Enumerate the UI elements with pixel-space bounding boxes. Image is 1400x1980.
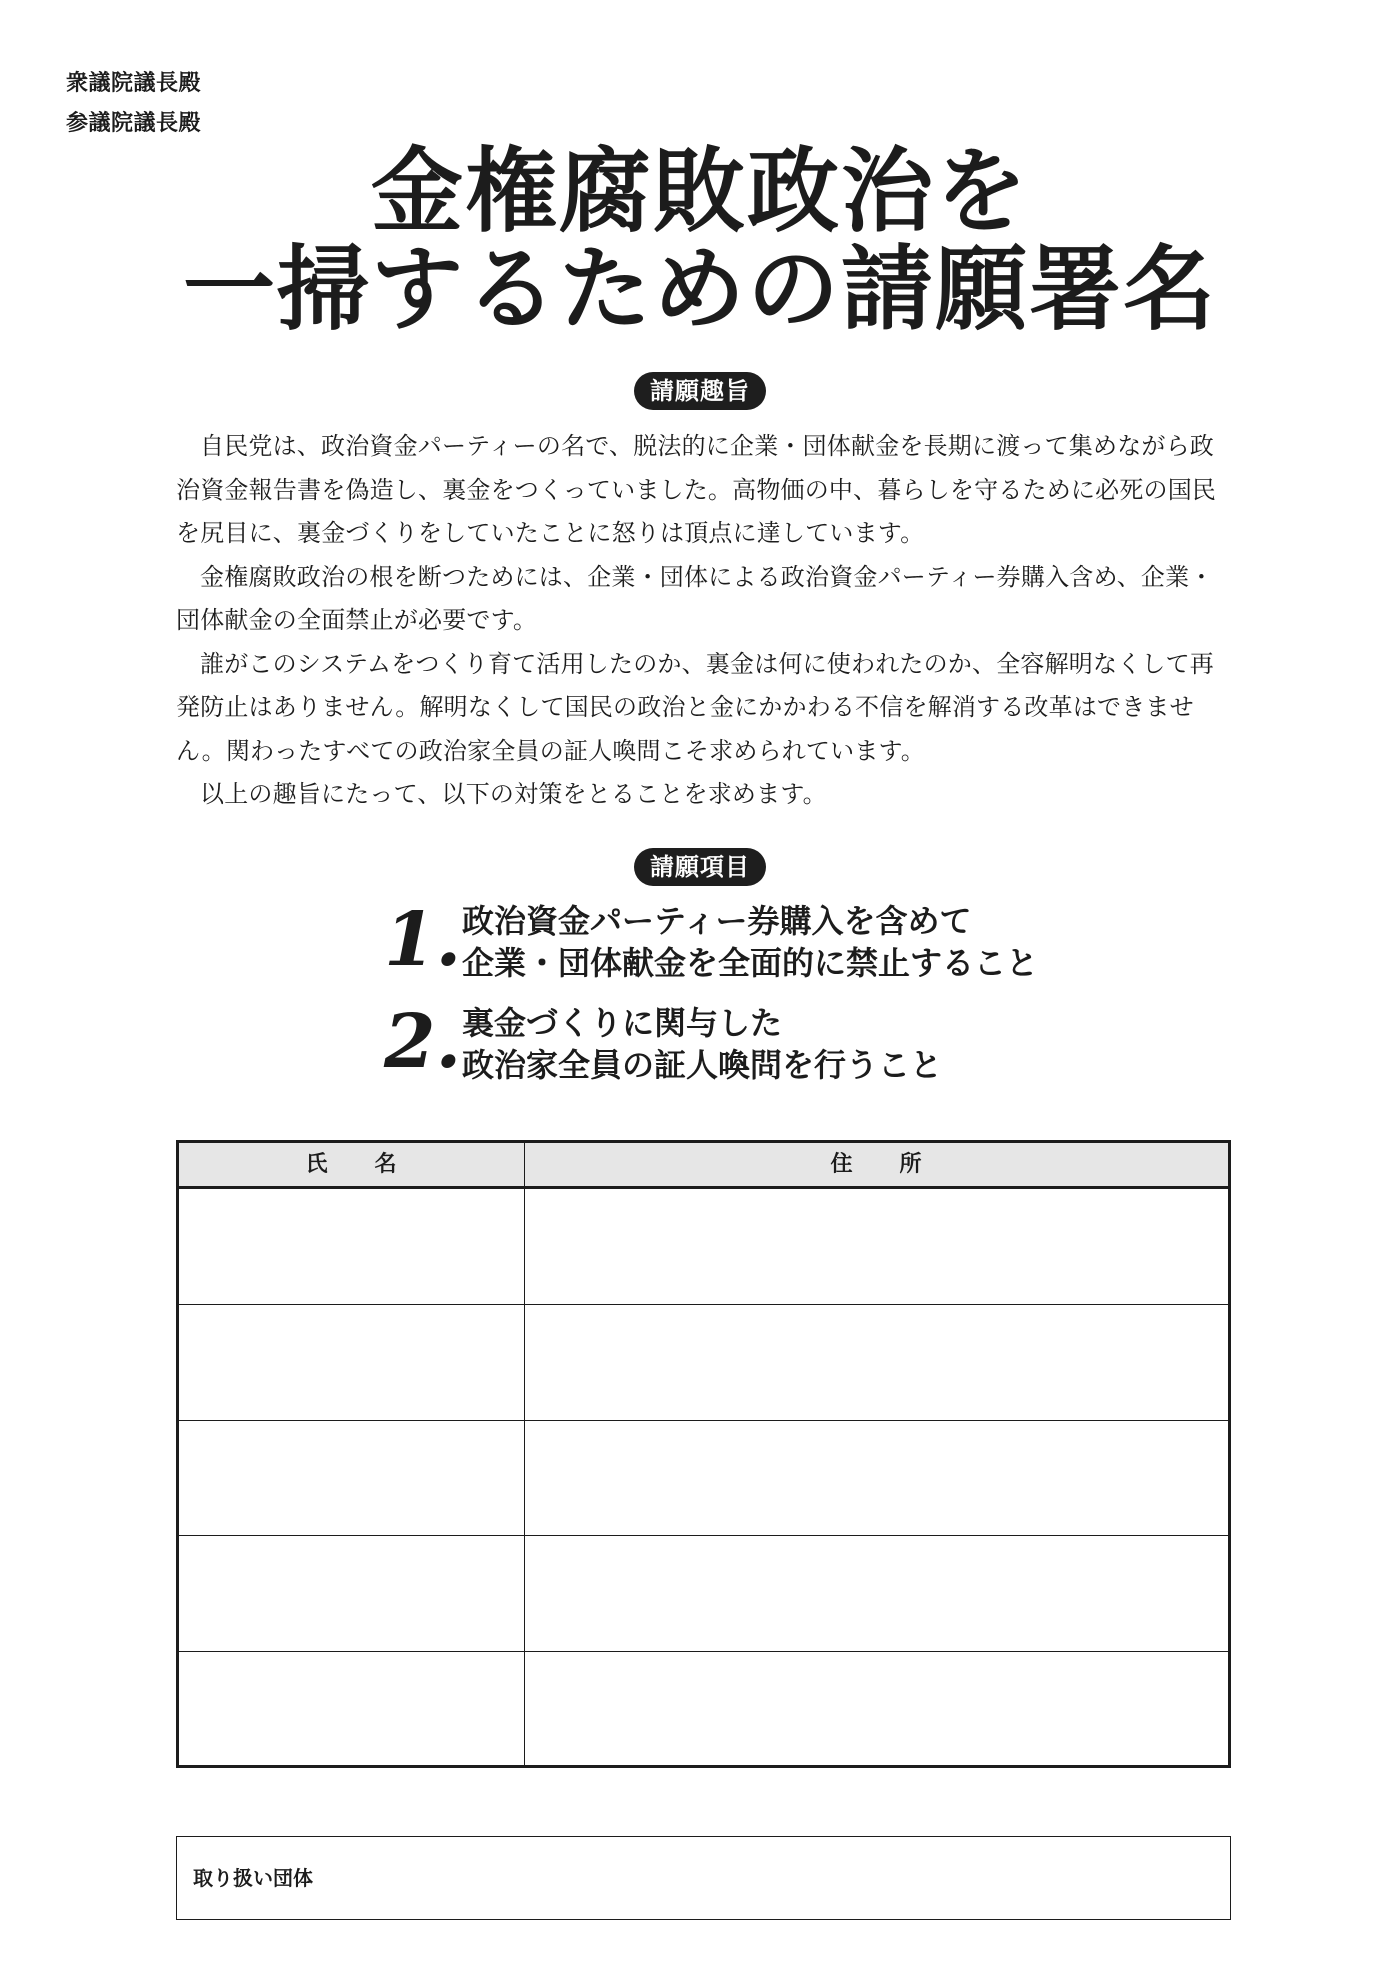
column-header-name: 氏 名: [179, 1143, 525, 1186]
signature-table-header: [179, 1143, 1228, 1189]
addressees: [66, 64, 201, 144]
items-heading-badge: 請願項目: [634, 848, 766, 886]
address-cell[interactable]: [525, 1421, 1228, 1536]
name-cell[interactable]: [179, 1305, 525, 1420]
addressee-house-of-representatives: 衆議院議長殿: [66, 71, 202, 96]
petition-item-number: 1.: [384, 897, 462, 983]
page-title-line-2: 一掃するための請願署名: [182, 236, 1217, 343]
organization-box[interactable]: [176, 1836, 1231, 1920]
purpose-paragraph: 以上の趣旨にたって、以下の対策をとることを求めます。: [200, 780, 827, 808]
page-title-line-1: 金権腐敗政治を: [370, 138, 1029, 245]
purpose-paragraph: 誰がこのシステムをつくり育て活用したのか、裏金は何に使われたのか、全容解明なくして再発防止はありません。解明なくして国民の政治と金にかかわる不信を解消する改革はできません。関わったすべての政治家全員の証人喚問こそ求められています。: [176, 649, 1214, 765]
name-cell[interactable]: [179, 1189, 525, 1304]
purpose-body: [176, 425, 1234, 817]
signature-row: [179, 1421, 1228, 1537]
signature-row: [179, 1652, 1228, 1768]
petition-item-line: 裏金づくりに関与した: [462, 1004, 783, 1042]
purpose-paragraph: 金権腐敗政治の根を断つためには、企業・団体による政治資金パーティー券購入含め、企業・団体献金の全面禁止が必要です。: [176, 562, 1214, 634]
name-cell[interactable]: [179, 1652, 525, 1768]
petition-item-line: 政治資金パーティー券購入を含めて: [462, 902, 972, 940]
petition-item-text: [462, 1002, 942, 1086]
name-cell[interactable]: [179, 1536, 525, 1651]
signature-table: [176, 1140, 1231, 1768]
addressee-house-of-councillors: 参議院議長殿: [66, 111, 202, 136]
name-cell[interactable]: [179, 1421, 525, 1536]
organization-label: 取り扱い団体: [193, 1866, 313, 1890]
petition-item-number: 2.: [384, 999, 462, 1085]
purpose-heading-badge: 請願趣旨: [634, 372, 766, 410]
address-cell[interactable]: [525, 1305, 1228, 1420]
signature-row: [179, 1189, 1228, 1305]
signature-row: [179, 1305, 1228, 1421]
petition-item-line: 企業・団体献金を全面的に禁止すること: [462, 944, 1039, 982]
address-cell[interactable]: [525, 1652, 1228, 1768]
signature-row: [179, 1536, 1228, 1652]
column-header-address: 住 所: [830, 1152, 923, 1177]
address-cell[interactable]: [525, 1536, 1228, 1651]
address-cell[interactable]: [525, 1189, 1228, 1304]
petition-item-line: 政治家全員の証人喚問を行うこと: [462, 1046, 943, 1084]
petition-item-text: [462, 900, 1038, 984]
purpose-paragraph: 自民党は、政治資金パーティーの名で、脱法的に企業・団体献金を長期に渡って集めながら政治資金報告書を偽造し、裏金をつくっていました。高物価の中、暮らしを守るために必死の国民を尻目に、裏金づくりをしていたことに怒りは頂点に達しています。: [176, 432, 1217, 547]
